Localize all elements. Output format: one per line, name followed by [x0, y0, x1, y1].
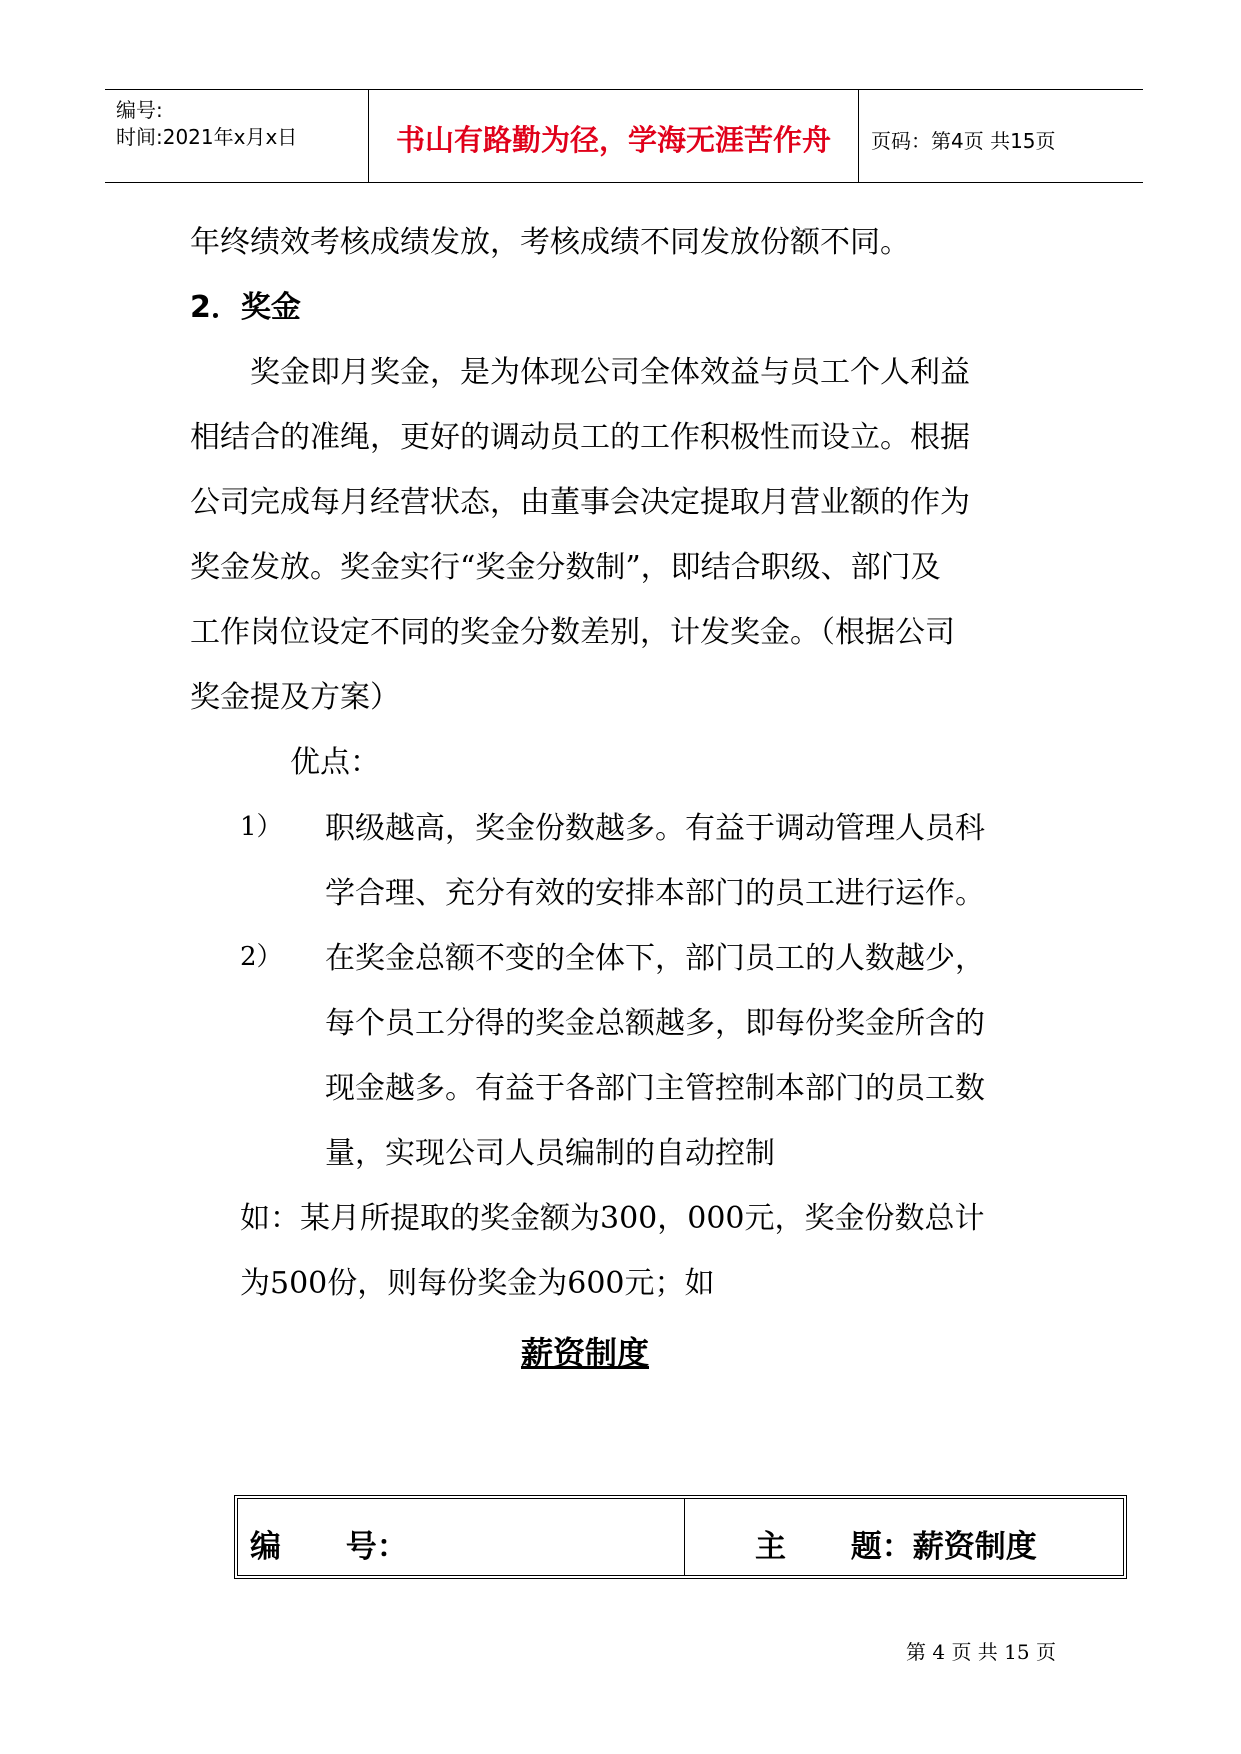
info-number-cell [238, 1499, 685, 1575]
info-subject-cell [685, 1499, 1123, 1575]
paragraph-line: 奖金提及方案） [190, 680, 400, 715]
header-page-label: 页码：第4页 共15页 [871, 129, 1056, 153]
body-line-1: 年终绩效考核成绩发放，考核成绩不同发放份额不同。 [190, 225, 910, 260]
info-number-label: 编 号： [250, 1529, 408, 1565]
list-item-line: 现金越多。有益于各部门主管控制本部门的员工数 [325, 1071, 985, 1106]
list-item-line: 每个员工分得的奖金总额越多，即每份奖金所含的 [325, 1006, 985, 1041]
info-table [234, 1495, 1127, 1579]
section-heading: 2．奖金 [190, 290, 301, 325]
document-title: 薪资制度 [521, 1334, 650, 1372]
header-time-label: 时间:2021年x月x日 [116, 125, 298, 149]
list-item-line: 职级越高，奖金份数越多。有益于调动管理人员科 [325, 811, 985, 846]
list-item-line: 量，实现公司人员编制的自动控制 [325, 1136, 775, 1171]
paragraph-line: 奖金即月奖金，是为体现公司全体效益与员工个人利益 [250, 355, 970, 390]
list-item-number: 1） [240, 812, 283, 842]
info-subject-label: 主 题：薪资制度 [755, 1529, 1037, 1565]
header-left-cell [105, 90, 369, 182]
paragraph-line: 奖金发放。奖金实行“奖金分数制”，即结合职级、部门及 [190, 550, 941, 585]
paragraph-line: 公司完成每月经营状态，由董事会决定提取月营业额的作为 [190, 485, 970, 520]
page-header [105, 89, 1143, 183]
header-motto-cell [369, 90, 859, 182]
advantages-label: 优点： [290, 745, 380, 780]
list-item-number: 2） [240, 942, 283, 972]
example-line: 如：某月所提取的奖金额为300，000元，奖金份数总计 [240, 1201, 985, 1236]
paragraph-line: 工作岗位设定不同的奖金分数差别，计发奖金。（根据公司 [190, 615, 955, 650]
list-item-line: 在奖金总额不变的全体下，部门员工的人数越少， [325, 941, 985, 976]
page-footer: 第 4 页 共 15 页 [906, 1640, 1056, 1664]
header-number-label: 编号: [116, 98, 163, 122]
example-line: 为500份，则每份奖金为600元；如 [240, 1266, 715, 1301]
paragraph-line: 相结合的准绳，更好的调动员工的工作积极性而设立。根据 [190, 420, 970, 455]
header-motto: 书山有路勤为径，学海无涯苦作舟 [395, 123, 831, 157]
header-page-cell [859, 90, 1143, 182]
list-item-line: 学合理、充分有效的安排本部门的员工进行运作。 [325, 876, 985, 911]
